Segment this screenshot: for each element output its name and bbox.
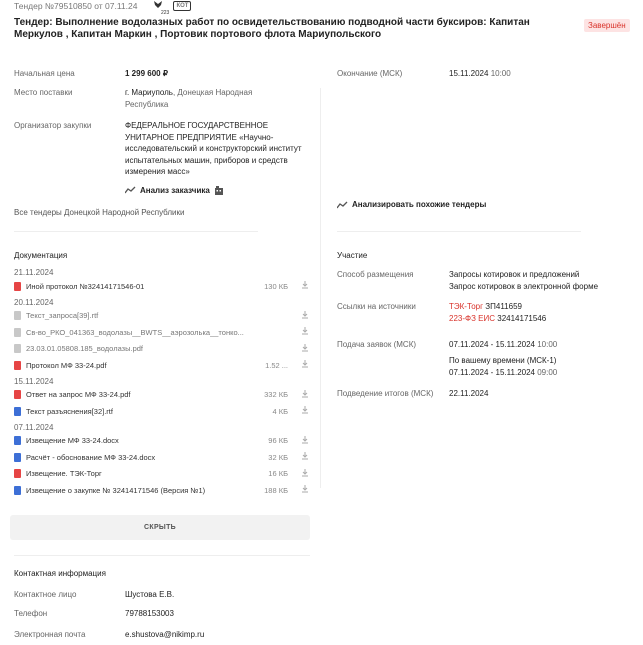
contact-person: Шустова Е.В.	[125, 590, 175, 599]
source-tek-name[interactable]: ТЭК-Торг	[449, 302, 484, 311]
download-icon[interactable]	[300, 469, 310, 479]
method-value: Запросы котировок и предложений	[449, 270, 580, 279]
end-date: 15.11.2024	[449, 69, 489, 78]
document-size: 188 КБ	[264, 485, 288, 495]
trend-icon	[125, 186, 136, 194]
analysis-customer-link[interactable]	[125, 185, 224, 195]
law-223-label: 223	[161, 10, 170, 16]
document-name[interactable]: 23.03.01.05808.185_водолазы.pdf	[26, 344, 143, 353]
kot-badge: КОТ	[173, 1, 191, 11]
document-size: 4 КБ	[272, 406, 288, 416]
document-size: 32 КБ	[268, 452, 288, 462]
tender-number: Тендер №79510850 от 07.11.24	[14, 0, 138, 11]
source-tek-id: ЗП411659	[485, 302, 522, 311]
end-time: 10:00	[490, 69, 511, 78]
download-icon[interactable]	[300, 311, 310, 321]
document-name[interactable]: Иной протокол №32414171546-01	[26, 281, 145, 291]
document-row[interactable]	[14, 341, 310, 357]
pdf-file-icon	[14, 390, 21, 399]
method-label: Способ размещения	[337, 270, 414, 279]
file-icon	[14, 311, 21, 320]
your-time-label: По вашему времени (МСК-1)	[449, 356, 557, 365]
document-name[interactable]: Текст разъяснения[32].rtf	[26, 406, 113, 416]
file-icon	[14, 344, 21, 353]
source-eis-id: 32414171546	[497, 314, 547, 323]
tender-title: Тендер: Выполнение водолазных работ по освидетельствованию подводной части буксиров: Капитан Меркулов , Капитан Маркин , Портовик портового флота Мариупольского	[14, 17, 530, 40]
submit-time: 10:00	[537, 340, 558, 349]
document-size: 16 КБ	[268, 469, 288, 478]
document-row[interactable]	[14, 482, 310, 498]
download-icon[interactable]	[300, 344, 310, 354]
collapse-button[interactable]: СКРЫТЬ	[10, 515, 310, 540]
status-badge: Завершён	[584, 19, 630, 32]
documents-date-header: 21.11.2024	[14, 268, 54, 277]
document-row[interactable]	[14, 324, 310, 340]
document-row[interactable]	[14, 449, 310, 465]
contact-person-label: Контактное лицо	[14, 590, 77, 599]
documents-title: Документация	[14, 251, 68, 260]
download-icon[interactable]	[300, 485, 310, 495]
source-link-eis[interactable]	[449, 313, 546, 325]
document-size: 96 КБ	[268, 436, 288, 445]
delivery-label: Место поставки	[14, 88, 73, 97]
submit-label: Подача заявок (МСК)	[337, 340, 417, 349]
download-icon[interactable]	[300, 360, 310, 370]
document-name[interactable]: Ответ на запрос МФ 33-24.pdf	[26, 390, 131, 399]
delivery-place	[125, 87, 275, 110]
phone-label: Телефон	[14, 609, 48, 618]
document-name[interactable]: Извещение о закупке № 32414171546 (Версия №1)	[26, 485, 206, 495]
column-divider	[320, 88, 321, 488]
document-row[interactable]	[14, 278, 310, 294]
pdf-file-icon	[14, 361, 21, 370]
end-label: Окончание (МСК)	[337, 69, 403, 78]
document-name[interactable]: Извещение МФ 33-24.docx	[26, 436, 119, 445]
analysis-customer-label: Анализ заказчика	[140, 185, 210, 195]
trend-icon	[337, 201, 348, 209]
document-name[interactable]: Св-во_РКО_041363_водолазы__BWTS__аэрозолька__тонко...	[26, 327, 244, 337]
source-eis-name[interactable]: 223-ФЗ ЕИС	[449, 314, 496, 323]
source-link-tek[interactable]	[449, 301, 522, 313]
start-price: 1 299 600 ₽	[125, 69, 168, 78]
email-label: Электронная почта	[14, 630, 86, 639]
documents-date-header: 07.11.2024	[14, 422, 54, 432]
download-icon[interactable]	[300, 452, 310, 462]
doc-file-icon	[14, 453, 21, 462]
pdf-file-icon	[14, 282, 21, 291]
delivery-region: , Донецкая Народная Республика	[125, 88, 253, 109]
start-price-label: Начальная цена	[14, 69, 75, 78]
document-size: 1.52 ...	[265, 360, 288, 370]
all-tenders-region-link[interactable]: Все тендеры Донецкой Народной Республики	[14, 208, 185, 217]
divider	[337, 231, 581, 232]
document-row[interactable]	[14, 466, 310, 482]
links-label: Ссылки на источники	[337, 302, 416, 311]
divider	[14, 231, 258, 232]
download-icon[interactable]	[300, 281, 310, 291]
organizer-label: Организатор закупки	[14, 121, 92, 130]
your-dates: 07.11.2024 - 15.11.2024	[449, 368, 535, 377]
documents-date-header: 15.11.2024	[14, 376, 54, 386]
document-name[interactable]: Расчёт - обоснование МФ 33-24.docx	[26, 452, 156, 462]
document-row[interactable]	[14, 403, 310, 419]
divider	[14, 555, 310, 556]
submit-period	[449, 339, 557, 351]
analyze-similar-label: Анализировать похожие тендеры	[352, 200, 487, 209]
document-row[interactable]	[14, 308, 310, 324]
document-row[interactable]	[14, 433, 310, 449]
email-value[interactable]: e.shustova@nikimp.ru	[125, 630, 205, 639]
document-name[interactable]: Протокол МФ 33-24.pdf	[26, 360, 107, 370]
results-date: 22.11.2024	[449, 389, 489, 398]
document-row[interactable]	[14, 357, 310, 373]
document-name[interactable]: Извещение. ТЭК-Торг	[26, 469, 102, 478]
organizer-name[interactable]: ФЕДЕРАЛЬНОЕ ГОСУДАРСТВЕННОЕ УНИТАРНОЕ ПРЕДПРИЯТИЕ «Научно-исследовательский и конструкторский институт испытательных машин, приборов и средств измерения масс»	[125, 121, 302, 176]
doc-file-icon	[14, 407, 21, 416]
document-name[interactable]: Текст_запроса[39].rtf	[26, 311, 99, 320]
contacts-title: Контактная информация	[14, 569, 106, 578]
pdf-file-icon	[14, 469, 21, 478]
download-icon[interactable]	[300, 327, 310, 337]
document-size: 130 КБ	[264, 281, 288, 291]
file-icon	[14, 328, 21, 337]
participation-title: Участие	[337, 251, 368, 260]
your-time: 09:00	[537, 368, 558, 377]
doc-file-icon	[14, 436, 21, 445]
results-label: Подведение итогов (МСК)	[337, 389, 434, 398]
documents-date-header: 20.11.2024	[14, 297, 54, 307]
phone-value[interactable]: 79788153003	[125, 609, 174, 618]
building-icon	[214, 185, 224, 195]
download-icon[interactable]	[300, 406, 310, 416]
document-size: 332 КБ	[264, 390, 288, 399]
document-row[interactable]	[14, 387, 310, 403]
end-datetime	[449, 68, 511, 80]
method-sub: Запрос котировок в электронной форме	[449, 282, 599, 291]
submit-dates: 07.11.2024 - 15.11.2024	[449, 340, 535, 349]
delivery-city[interactable]: г. Мариуполь	[125, 88, 173, 97]
doc-file-icon	[14, 486, 21, 495]
analyze-similar-link[interactable]	[337, 200, 486, 209]
your-period	[449, 367, 557, 379]
download-icon[interactable]	[300, 436, 310, 446]
download-icon[interactable]	[300, 390, 310, 400]
